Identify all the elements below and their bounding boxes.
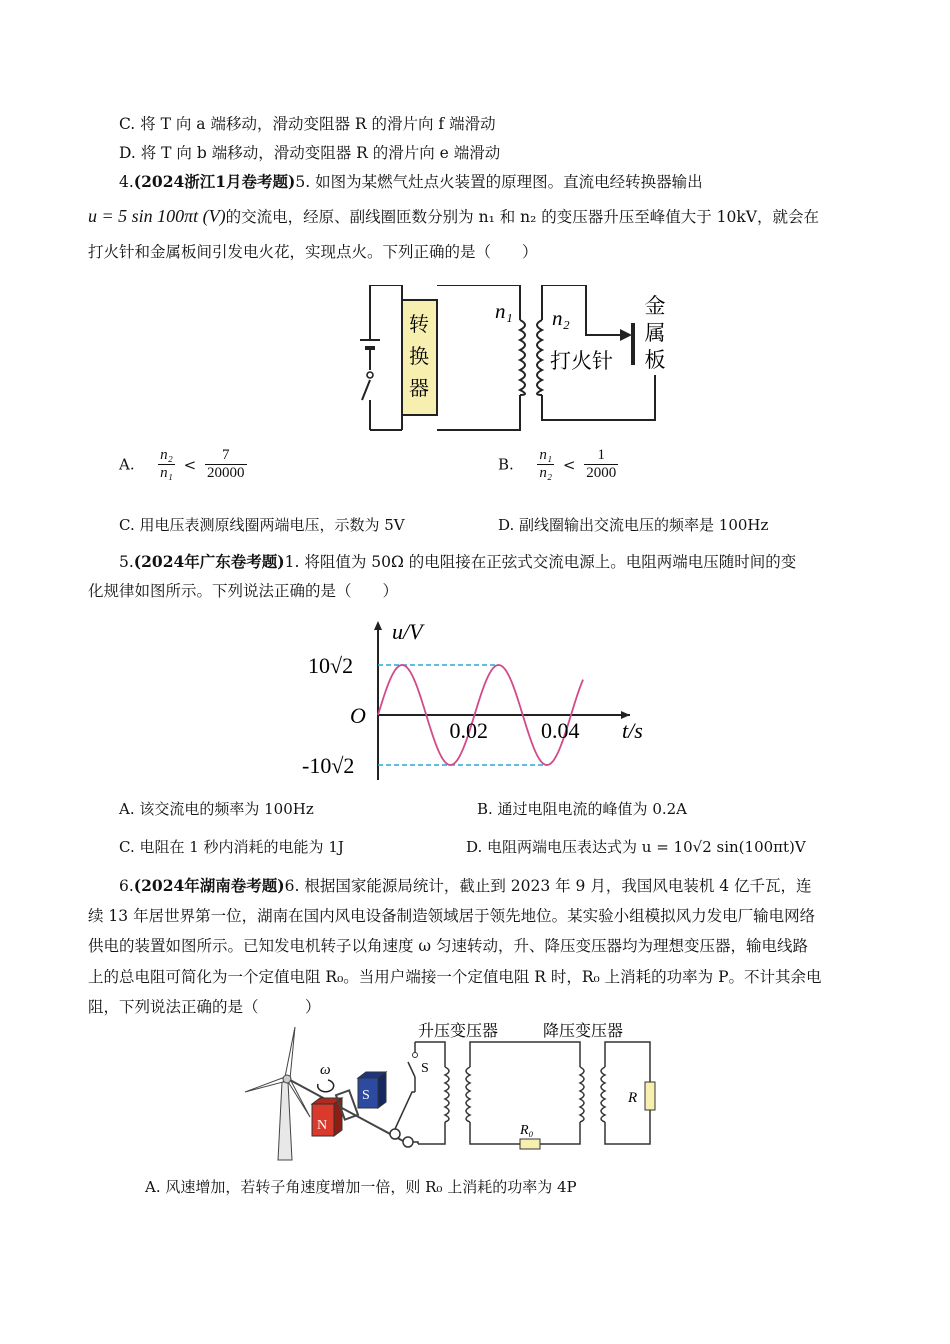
q6-stem-line1 (119, 875, 812, 897)
n-label: N (317, 1118, 328, 1133)
y-axis-arrow (374, 621, 382, 630)
q6-number: 6. (119, 877, 134, 895)
plate-char-1: 金 (644, 294, 666, 318)
q4-source: (2024浙江1月卷考题) (133, 172, 296, 191)
q5-option-b: B. 通过电阻电流的峰值为 0.2A (477, 800, 688, 818)
q3-option-d: D. 将 T 向 b 端移动，滑动变阻器 R 的滑片向 e 端滑动 (119, 144, 501, 162)
q4-stem-line2 (88, 205, 819, 228)
n1-label: n₁ (495, 299, 513, 323)
q4-stem-2: 的交流电，经原、副线圈匝数分别为 n₁ 和 n₂ 的变压器升压至峰值大于 10kV，就会在 (225, 208, 819, 226)
q5-stem-line2: 化规律如图所示。下列说法正确的是（ ） (88, 582, 399, 600)
q6-stem-line5: 阻，下列说法正确的是（ ） (88, 998, 321, 1016)
q4-stem-line3: 打火针和金属板间引发电火花，实现点火。下列正确的是（ ） (88, 243, 538, 261)
plate-char-2: 属 (644, 321, 666, 345)
s-label: S (362, 1088, 370, 1103)
r0-label: R₀ (520, 1123, 534, 1138)
q5-stem-1: 1. 将阻值为 50Ω 的电阻接在正弦式交流电源上。电阻两端电压随时间的变 (284, 553, 797, 571)
q5-stem-line1 (119, 551, 796, 573)
q6-stem-line2: 续 13 年居世界第一位，湖南在国内风电设备制造领域居于领先地位。某实验小组模拟风力发电厂输电网络 (88, 907, 816, 925)
r0-resistor (520, 1139, 540, 1149)
q6-stem-1: 6. 根据国家能源局统计，截止到 2023 年 9 月，我国风电装机 4 亿千瓦，连 (284, 877, 812, 895)
omega-label: ω (320, 1062, 331, 1078)
switch-label: S (421, 1061, 429, 1076)
step-down-label: 降压变压器 (543, 1023, 624, 1040)
switch-s (408, 1062, 415, 1077)
q4-number: 4. (119, 173, 134, 191)
needle-label: 打火针 (550, 349, 613, 373)
q4-option-d: D. 副线圈输出交流电压的频率是 100Hz (498, 516, 769, 534)
q4-circuit-figure (350, 285, 680, 435)
plate-char-3: 板 (644, 348, 666, 372)
q5-source: (2024年广东卷考题) (133, 552, 285, 571)
n2-label: n₂ (552, 306, 570, 330)
q5-option-c: C. 电阻在 1 秒内消耗的电能为 1J (119, 838, 344, 856)
q6-source: (2024年湖南卷考题) (133, 876, 285, 895)
q6-wind-power-figure (240, 1022, 670, 1162)
q6-stem-line3: 供电的装置如图所示。已知发电机转子以角速度 ω 匀速转动，升、降压变压器均为理想变压器，输电线路 (88, 937, 808, 955)
q3-option-c: C. 将 T 向 a 端移动，滑动变阻器 R 的滑片向 f 端滑动 (119, 115, 496, 133)
converter-char-2: 换 (409, 346, 429, 368)
needle-arrow (620, 329, 632, 341)
secondary-coil (537, 320, 542, 395)
q4-stem-line1 (119, 171, 703, 193)
turbine-blade-up (285, 1027, 295, 1079)
q4-option-c: C. 用电压表测原线圈两端电压，示数为 5V (119, 516, 405, 534)
r-label: R (628, 1090, 638, 1106)
converter-char-1: 转 (409, 314, 429, 336)
wire (370, 285, 402, 340)
q4-option-a: A. $\frac{\text{n₂}}{\text{n₁}}$ < $\frac{7}{20000}$ (119, 447, 245, 481)
q4-formula: u = 5 sin 100πt (V) (88, 206, 226, 226)
q5-option-d: D. 电阻两端电压表达式为 u = 10√2 sin(100πt)V (466, 838, 806, 856)
q6-option-a: A. 风速增加，若转子角速度增加一倍，则 R₀ 上消耗的功率为 4P (145, 1178, 577, 1196)
r-resistor (645, 1082, 655, 1110)
y-tick-trough: -10√2 (302, 753, 355, 778)
x-tick-0.04: 0.04 (541, 718, 580, 743)
turbine-blade-left (245, 1077, 285, 1092)
q4-stem-1: 5. 如图为某燃气灶点火装置的原理图。直流电经转换器输出 (295, 173, 703, 191)
y-axis-label: u/V (392, 619, 423, 644)
rotation-arrow (318, 1080, 334, 1092)
origin-label: O (350, 703, 366, 728)
q5-voltage-chart (300, 615, 670, 785)
step-up-label: 升压变压器 (418, 1023, 499, 1040)
x-tick-0.02: 0.02 (449, 718, 488, 743)
q5-option-a: A. 该交流电的频率为 100Hz (119, 800, 314, 818)
primary-coil (520, 320, 525, 395)
switch-blade (362, 380, 370, 400)
converter-char-3: 器 (409, 378, 429, 400)
q4-option-b: B. $\frac{\text{n₁}}{\text{n₂}}$ < $\frac{1}{2000}$ (498, 447, 617, 481)
q6-stem-line4: 上的总电阻可简化为一个定值电阻 R₀。当用户端接一个定值电阻 R 时，R₀ 上消耗的功率为 P。不计其余电 (88, 968, 822, 986)
q5-number: 5. (119, 553, 134, 571)
y-tick-peak: 10√2 (308, 653, 354, 678)
turbine-tower (278, 1082, 292, 1160)
x-axis-label: t/s (622, 718, 643, 743)
